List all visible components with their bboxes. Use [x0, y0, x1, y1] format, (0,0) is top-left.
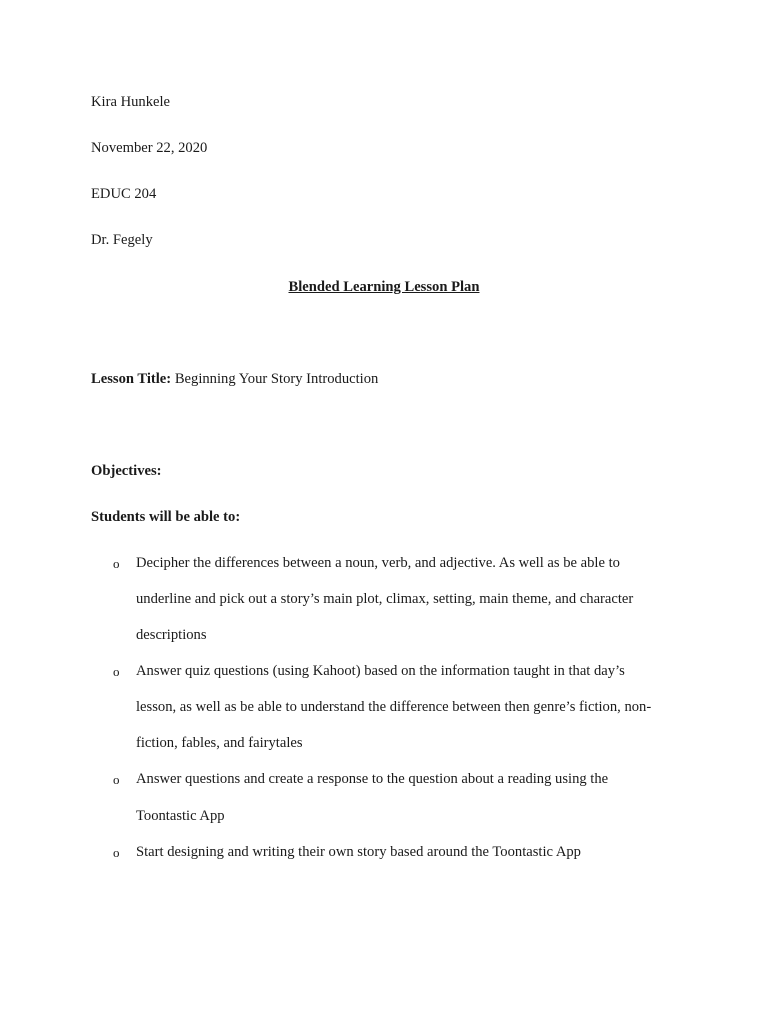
lesson-title-value: Beginning Your Story Introduction	[174, 371, 379, 387]
bullet-icon: o	[113, 772, 120, 787]
bullet-icon: o	[113, 556, 120, 571]
objective-2-line-2: lesson, as well as be able to understand the difference between then genre’s fiction, non-	[136, 699, 652, 715]
document-date: November 22, 2020	[91, 140, 208, 156]
objectives-heading: Objectives:	[91, 463, 162, 479]
objective-2-line-1: Answer quiz questions (using Kahoot) based on the information taught in that day’s	[136, 663, 625, 679]
objectives-subheading: Students will be able to:	[91, 509, 241, 525]
objective-2-line-3: fiction, fables, and fairytales	[136, 735, 303, 751]
lesson-title-label: Lesson Title:	[91, 371, 172, 387]
document-title: Blended Learning Lesson Plan	[288, 279, 480, 295]
course-code: EDUC 204	[91, 186, 157, 202]
instructor-name: Dr. Fegely	[91, 232, 153, 248]
objective-4-line-1: Start designing and writing their own story based around the Toontastic App	[136, 844, 581, 860]
objective-1-line-1: Decipher the differences between a noun, verb, and adjective. As well as be able to	[136, 555, 620, 571]
lesson-title-line	[91, 370, 378, 388]
bullet-icon: o	[113, 664, 120, 679]
objective-1-line-3: descriptions	[136, 627, 207, 643]
objective-1-line-2: underline and pick out a story’s main plot, climax, setting, main theme, and character	[136, 591, 634, 607]
objective-3-line-2: Toontastic App	[136, 808, 225, 824]
bullet-icon: o	[113, 845, 120, 860]
objective-3-line-1: Answer questions and create a response to the question about a reading using the	[136, 771, 609, 787]
author-name: Kira Hunkele	[91, 94, 171, 110]
